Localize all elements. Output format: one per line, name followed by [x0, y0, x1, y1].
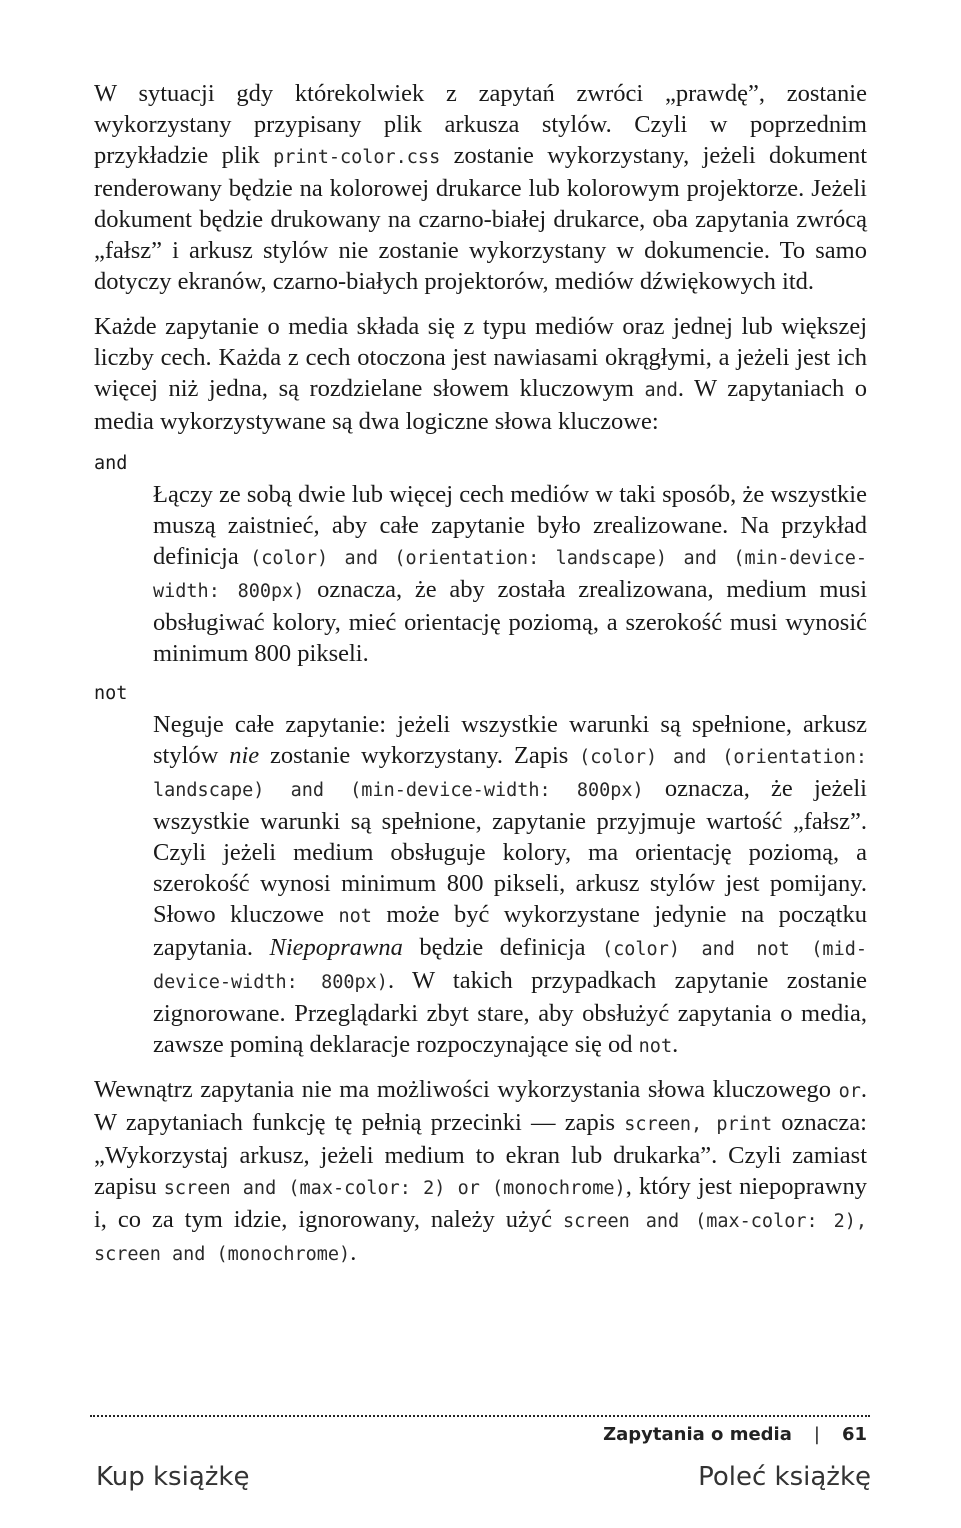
page-number: 61 [841, 1424, 867, 1445]
paragraph-1 [94, 78, 867, 297]
inline-code: screen and (max-color: 2) or (monochrome) [163, 1178, 626, 1199]
inline-code: (color) and not (mid-device-width: 800px) [153, 939, 867, 993]
text: będzie definicja [402, 934, 602, 961]
text: oznacza, że jeżeli wszystkie warunki są spełnione, zapytanie przyjmuje wartość „fałsz”. Czyli jeżeli medium obsługuje kolory, ma orientację poziomą, a szerokość wynosi minimum 800 pikseli, arkusz stylów jest pomijany. Słowo kluczowe [153, 775, 867, 928]
inline-code: screen, print [624, 1114, 773, 1135]
definition-and [153, 479, 867, 669]
inline-code: not [338, 906, 372, 927]
definition-not [153, 709, 867, 1062]
text: zostanie wykorzystany. Zapis [259, 742, 580, 769]
text: . W zapytaniach o media wykorzystywane są dwa logiczne słowa kluczowe: [94, 375, 867, 435]
text: zostanie wykorzystany, jeżeli dokument renderowany będzie na kolorowej drukarce lub kolorowym projektorze. Jeżeli dokument będzie drukowany na czarno-białej drukarce, oba zapytania zwrócą „fałsz” i arkusz stylów nie zostanie wykorzystany w dokumencie. To samo dotyczy ekranów, czarno-białych projektorów, mediów dźwiękowych itd. [94, 142, 867, 295]
text: , który jest niepoprawny i, co za tym idzie, ignorowany, należy użyć [94, 1173, 868, 1233]
text: Wewnątrz zapytania nie ma możliwości wykorzystania słowa kluczowego [94, 1076, 839, 1103]
running-footer [603, 1424, 867, 1445]
inline-code: screen and (max-color: 2), screen and (monochrome) [94, 1211, 867, 1265]
inline-code: and [644, 380, 678, 401]
text: oznacza, że aby została zrealizowana, medium musi obsługiwać kolory, mieć orientację poziomą, a szerokość musi wynosić minimum 800 pikseli. [153, 576, 868, 667]
paragraph-3 [94, 1074, 867, 1270]
text: Każde zapytanie o media składa się z typu mediów oraz jednej lub większej liczby cech. Każda z cech otoczona jest nawiasami okrągłymi, a jeżeli jest ich więcej niż jedna, są rozdzielane słowem kluczowym [94, 313, 867, 402]
inline-code: not [638, 1036, 673, 1057]
text: . [672, 1031, 679, 1058]
text: . W zapytaniach funkcję tę pełnią przecinki — zapis [94, 1076, 867, 1136]
definition-term-not: not [94, 683, 128, 704]
chapter-title: Zapytania o media [603, 1424, 792, 1445]
inline-code: (color) and (orientation: landscape) and (min-device-width: 800px) [153, 548, 868, 602]
emphasis: Niepoprawna [269, 934, 403, 961]
text: może być wykorzystane jedynie na początku zapytania. [153, 901, 867, 961]
text: Łączy ze sobą dwie lub więcej cech mediów w taki sposób, że wszystkie muszą zaistnieć, aby całe zapytanie było zrealizowane. Na przykład definicja [153, 481, 867, 570]
footer-separator: | [813, 1424, 820, 1445]
text: W sytuacji gdy którekolwiek z zapytań zwróci „prawdę”, zostanie wykorzystany przypisany plik arkusza stylów. Czyli w poprzednim przykładzie plik [94, 80, 867, 169]
paragraph-2 [94, 311, 867, 437]
recommend-book-link[interactable]: Poleć książkę [698, 1462, 871, 1492]
page-body [94, 78, 867, 1284]
definition-term-and: and [94, 453, 128, 474]
text: . W takich przypadkach zapytanie zostanie zignorowane. Przeglądarki zbyt stare, aby obsłużyć zapytania o media, zawsze pominą deklaracje rozpoczynające się od [153, 967, 868, 1058]
emphasis: nie [229, 742, 260, 769]
inline-code: (color) and (orientation: landscape) and (min-device-width: 800px) [153, 747, 868, 801]
inline-code: or [838, 1081, 861, 1102]
footer-divider [90, 1415, 870, 1417]
text: oznacza: „Wykorzystaj arkusz, jeżeli medium to ekran lub drukarka”. Czyli zamiast zapisu [94, 1109, 867, 1200]
inline-code: print-color.css [273, 147, 441, 168]
buy-book-link[interactable]: Kup książkę [96, 1462, 250, 1492]
text: Neguje całe zapytanie: jeżeli wszystkie warunki są spełnione, arkusz stylów [153, 711, 867, 769]
text: . [350, 1239, 357, 1266]
